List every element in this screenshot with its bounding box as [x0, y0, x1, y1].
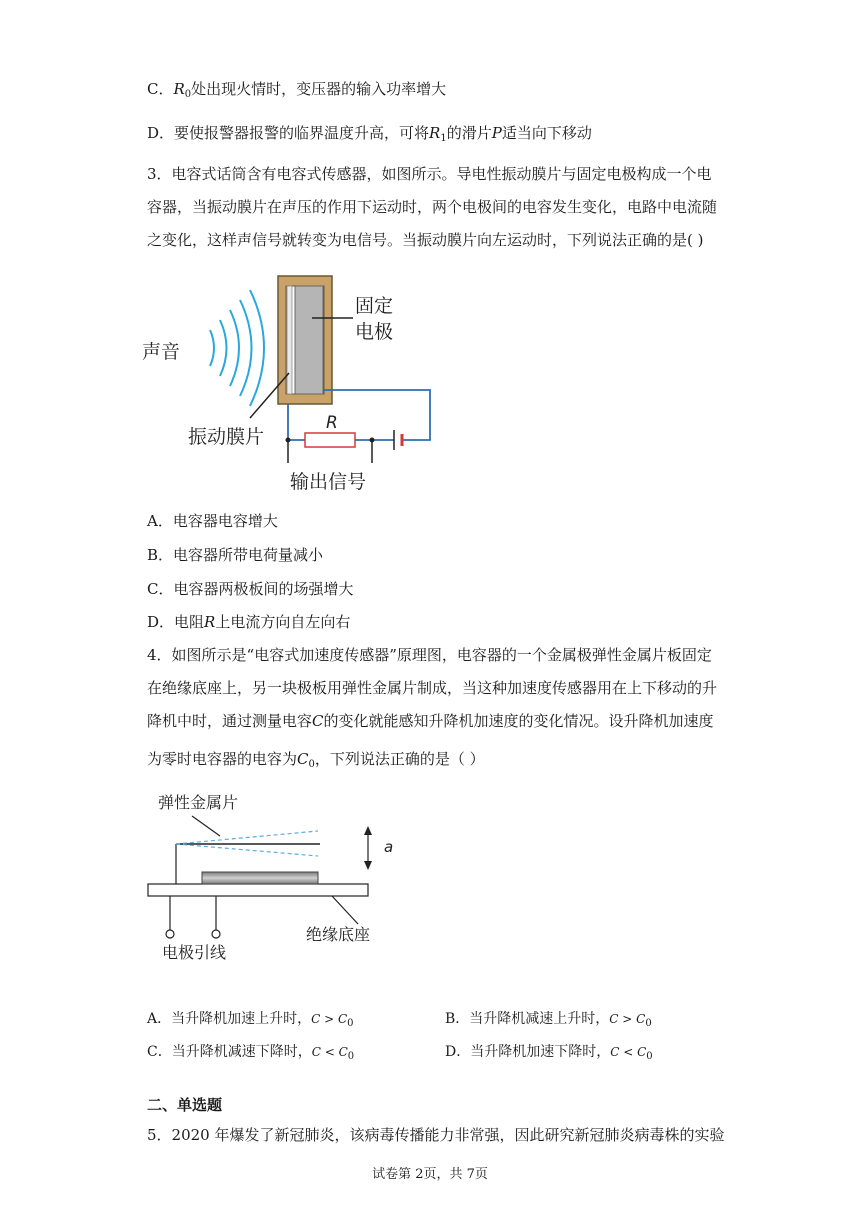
spring-plate-label: 弹性金属片: [158, 793, 239, 812]
q4-stem-line1: 4．如图所示是“电容式加速度传感器”原理图，电容器的一个金属极弹性金属片板固定: [147, 646, 712, 664]
q3-microphone-figure: [140, 268, 440, 498]
arrow-up-icon: [364, 826, 372, 835]
sound-label: 声音: [142, 341, 181, 363]
q4-option-c: C．当升降机减速下降时，$C < C_0$: [147, 1044, 355, 1062]
q3-option-c: C．电容器两极板间的场强增大: [147, 580, 354, 598]
q3-option-d: D．电阻R上电流方向自左向右: [147, 613, 351, 631]
fixed-electrode: [295, 286, 323, 394]
resistor: [305, 433, 355, 447]
q2-option-d: D．要使报警器报警的临界温度升高，可将$R_1$的滑片P适当向下移动: [147, 124, 592, 144]
output-signal-label: 输出信号: [290, 471, 367, 493]
q3-option-a: A．电容器电容增大: [147, 512, 278, 530]
arrow-down-icon: [364, 861, 372, 870]
accel-label: a: [384, 838, 394, 856]
resistor-label: R: [326, 413, 338, 433]
sound-wave-icon: [210, 290, 264, 406]
q4-stem-line2: 在绝缘底座上，另一块极板用弹性金属片制成，当这种加速度传感器用在上下移动的升: [147, 679, 718, 697]
q4-option-d: D．当升降机加速下降时，$C < C_0$: [445, 1044, 653, 1062]
fixed-electrode-label-1: 固定: [355, 295, 394, 317]
fixed-plate: [202, 872, 318, 884]
q4-stem-line4: 为零时电容器的电容为$C_0$，下列说法正确的是（ ）: [147, 750, 485, 770]
diaphragm-label: 振动膜片: [188, 426, 265, 448]
q3-stem-line1: 3．电容式话筒含有电容式传感器，如图所示。导电性振动膜片与固定电极构成一个电: [147, 165, 712, 183]
q2-option-c: C．$R_0$处出现火情时，变压器的输入功率增大: [147, 80, 447, 100]
section-title: 二、单选题: [147, 1096, 223, 1114]
insulating-base: [148, 884, 368, 896]
lead-label: 电极引线: [162, 943, 227, 962]
q4-accelerometer-figure: [140, 788, 410, 968]
q3-option-b: B．电容器所带电荷量减小: [147, 546, 324, 564]
q4-option-b: B．当升降机减速上升时，$C > C_0$: [445, 1011, 652, 1029]
fixed-electrode-label-2: 电极: [355, 321, 394, 343]
q3-stem-line2: 容器，当振动膜片在声压的作用下运动时，两个电极间的电容发生变化，电路中电流随: [147, 198, 718, 216]
q4-option-a: A．当升降机加速上升时，$C > C_0$: [147, 1011, 354, 1029]
q5-stem-line1: 5．2020 年爆发了新冠肺炎，该病毒传播能力非常强，因此研究新冠肺炎病毒株的实验: [147, 1126, 725, 1144]
page-footer: 试卷第 2页，共 7页: [372, 1167, 488, 1182]
diaphragm: [287, 286, 292, 394]
base-label: 绝缘底座: [306, 925, 371, 944]
q4-stem-line3: 降机中时，通过测量电容C的变化就能感知升降机加速度的变化情况。设升降机加速度: [147, 712, 714, 730]
q3-stem-line3: 之变化，这样声信号就转变为电信号。当振动膜片向左运动时，下列说法正确的是( ): [147, 231, 704, 249]
